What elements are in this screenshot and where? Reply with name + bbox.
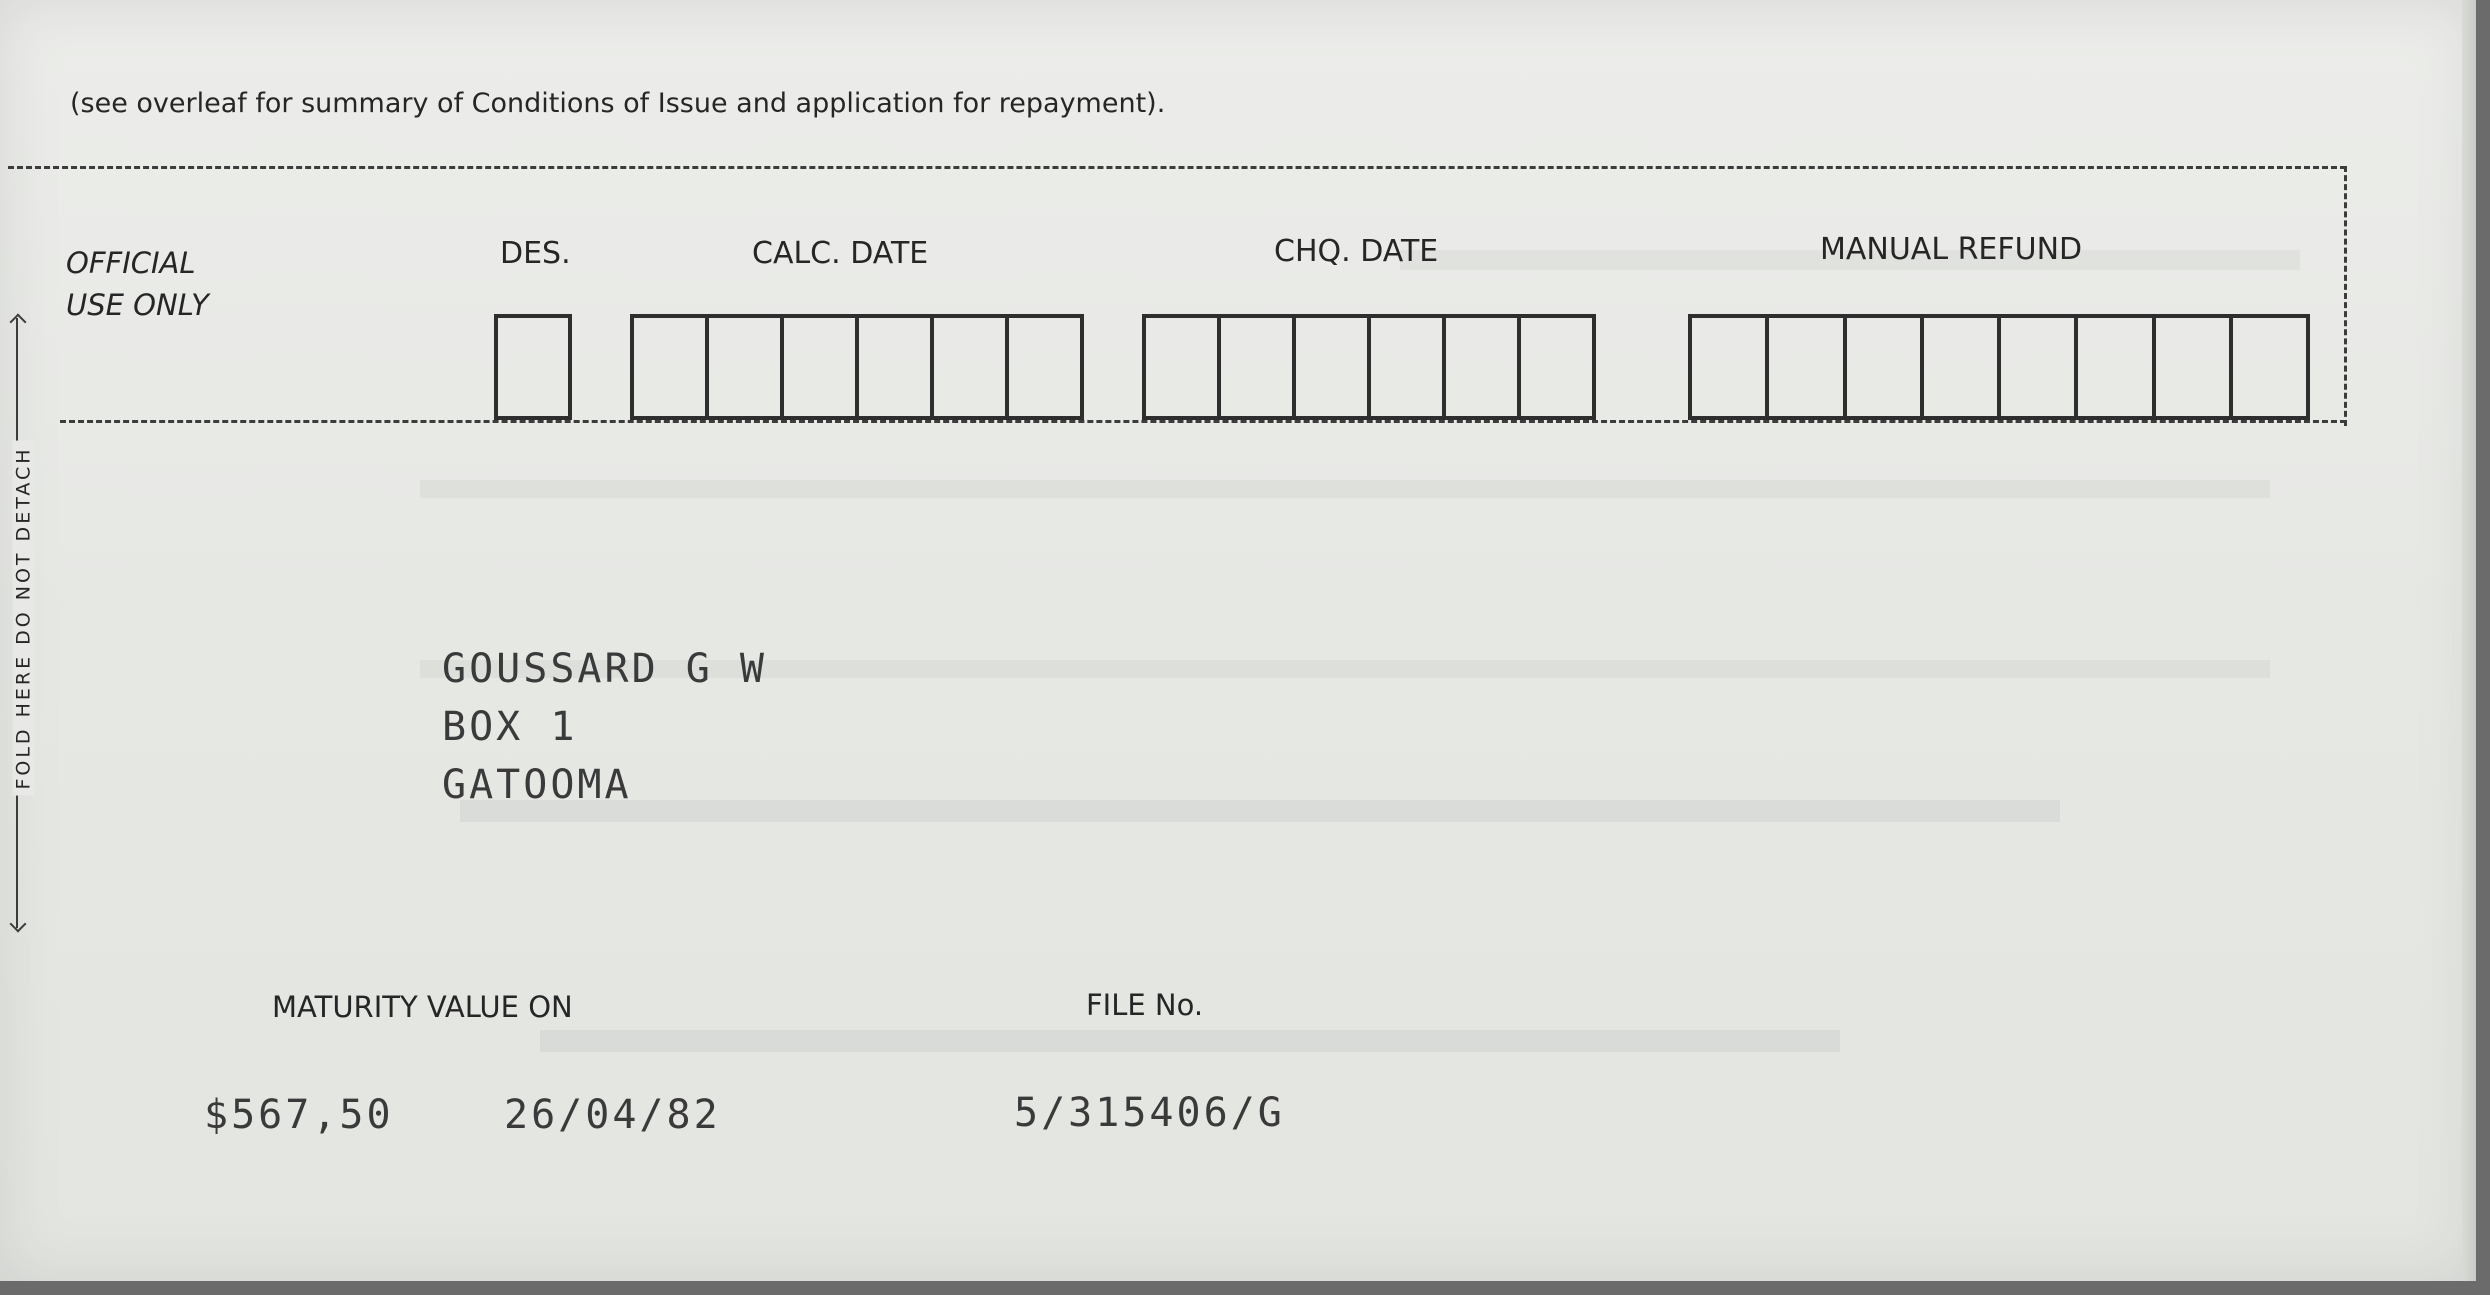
manual-refund-digit-box[interactable]: [1920, 318, 1997, 416]
manual-refund-label: MANUAL REFUND: [1820, 232, 2083, 267]
fold-marker: [10, 318, 36, 928]
calc-date-digit-box[interactable]: [705, 318, 780, 416]
address-box: BOX 1: [442, 704, 578, 750]
manual-refund-digit-box[interactable]: [2074, 318, 2151, 416]
chq-date-digit-box[interactable]: [1367, 318, 1442, 416]
manual-refund-boxes[interactable]: [1688, 314, 2310, 420]
maturity-amount: $567,50: [204, 1092, 394, 1138]
calc-date-digit-box[interactable]: [634, 318, 705, 416]
chq-date-label: CHQ. DATE: [1274, 234, 1439, 269]
manual-refund-digit-box[interactable]: [2152, 318, 2229, 416]
address-name: GOUSSARD G W: [442, 646, 767, 692]
address-block: [442, 640, 767, 814]
chq-date-digit-box[interactable]: [1146, 318, 1217, 416]
manual-refund-digit-box[interactable]: [1692, 318, 1765, 416]
maturity-label: MATURITY VALUE ON: [272, 990, 573, 1024]
tear-line-mid: [60, 420, 2346, 423]
tear-line-top: [8, 166, 2346, 169]
address-town: GATOOMA: [442, 762, 632, 808]
file-number: 5/315406/G: [1014, 1090, 1285, 1136]
des-label: DES.: [500, 236, 571, 271]
chq-date-digit-box[interactable]: [1217, 318, 1292, 416]
manual-refund-digit-box[interactable]: [1843, 318, 1920, 416]
chq-date-digit-box[interactable]: [1292, 318, 1367, 416]
chq-date-digit-box[interactable]: [1442, 318, 1517, 416]
manual-refund-digit-box[interactable]: [1765, 318, 1842, 416]
calc-date-label: CALC. DATE: [752, 236, 929, 271]
official-use-label: [66, 242, 209, 326]
calc-date-digit-box[interactable]: [1005, 318, 1080, 416]
manual-refund-digit-box[interactable]: [2229, 318, 2306, 416]
calc-date-digit-box[interactable]: [780, 318, 855, 416]
fold-note: FOLD HERE DO NOT DETACH: [13, 440, 35, 795]
official-use-line2: USE ONLY: [66, 288, 209, 322]
header-note: (see overleaf for summary of Conditions of Issue and application for repayment).: [70, 88, 1166, 119]
calc-date-boxes[interactable]: [630, 314, 1084, 420]
maturity-date: 26/04/82: [504, 1092, 721, 1138]
chq-date-digit-box[interactable]: [1517, 318, 1592, 416]
arrow-up-icon: [10, 314, 27, 331]
chq-date-boxes[interactable]: [1142, 314, 1596, 420]
calc-date-digit-box[interactable]: [930, 318, 1005, 416]
official-use-line1: OFFICIAL: [66, 246, 196, 280]
manual-refund-digit-box[interactable]: [1997, 318, 2074, 416]
calc-date-digit-box[interactable]: [855, 318, 930, 416]
show-through-texture: [540, 1030, 1840, 1052]
file-label: FILE No.: [1086, 988, 1204, 1022]
show-through-texture: [420, 480, 2270, 498]
des-box[interactable]: [494, 314, 572, 420]
arrow-down-icon: [10, 916, 27, 933]
tear-line-right: [2344, 166, 2347, 426]
